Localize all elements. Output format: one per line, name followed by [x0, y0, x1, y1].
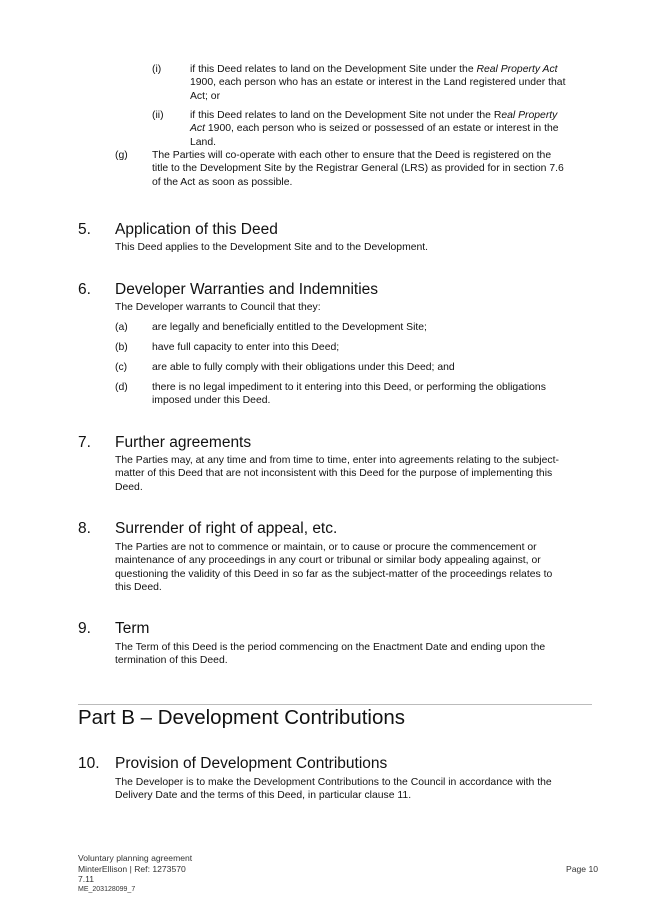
list-item-line: imposed under this Deed.	[152, 395, 271, 407]
text: Land.	[190, 136, 217, 148]
paragraph-line: of the Act as soon as possible.	[152, 176, 293, 188]
item-number: (i)	[152, 64, 162, 75]
paragraph-line: matter of this Deed that are not inconsistent with this Deed for the purpose of implementing this	[115, 468, 553, 480]
paragraph-line: This Deed applies to the Development Site and to the Development.	[115, 242, 429, 253]
section-heading: Surrender of right of appeal, etc.	[115, 520, 338, 537]
section-divider	[78, 704, 592, 705]
section-heading: Term	[115, 620, 150, 637]
text: 1900, each person who is seized or possessed of an estate or interest in the	[205, 123, 559, 135]
italic-text: Act	[190, 123, 206, 135]
paragraph-line: Deed.	[115, 481, 143, 493]
section-number: 5.	[78, 221, 91, 238]
text: if this Deed relates to land on the Development Site not under the R	[190, 110, 502, 121]
footer-doc-id: ME_203128099_7	[78, 886, 136, 893]
paragraph-line: termination of this Deed.	[115, 655, 228, 667]
paragraph-line: The Developer is to make the Development Contributions to the Council in accordance with the	[115, 777, 552, 788]
italic-text: Real Property Act	[476, 64, 558, 75]
list-item-line: are able to fully comply with their obligations under this Deed; and	[152, 362, 455, 373]
text: 1900, each person who has an estate or interest in the Land registered under that	[190, 77, 566, 89]
section-number: 9.	[78, 620, 91, 637]
section-number: 10.	[78, 755, 100, 772]
part-heading: Part B – Development Contributions	[78, 706, 406, 729]
section-heading: Developer Warranties and Indemnities	[115, 281, 379, 298]
text: if this Deed relates to land on the Development Site under the	[190, 64, 477, 75]
text: Act; or	[190, 90, 221, 102]
paragraph-line: The Parties will co-operate with each other to ensure that the Deed is registered on the	[152, 150, 552, 161]
paragraph-line: questioning the validity of this Deed in so far as the subject-matter of the proceedings relates to	[115, 568, 553, 580]
item-number: (ii)	[152, 110, 164, 121]
section-heading: Provision of Development Contributions	[115, 755, 388, 772]
item-number: (a)	[115, 322, 128, 333]
paragraph	[190, 109, 559, 149]
footer-title: Voluntary planning agreement	[78, 853, 193, 863]
section-number: 7.	[78, 434, 91, 451]
item-number: (d)	[115, 382, 128, 393]
footer-ref: MinterEllison | Ref: 1273570	[78, 864, 186, 874]
list-item-line: have full capacity to enter into this Deed;	[152, 342, 340, 353]
list-item-line: are legally and beneficially entitled to the Development Site;	[152, 322, 427, 333]
paragraph-line: The Term of this Deed is the period commencing on the Enactment Date and ending upon the	[115, 642, 546, 653]
item-number: (b)	[115, 342, 128, 353]
paragraph-line: The Developer warrants to Council that they:	[115, 302, 321, 313]
paragraph-line: The Parties are not to commence or maintain, or to cause or procure the commencement or	[115, 542, 537, 553]
section-number: 6.	[78, 281, 91, 298]
paragraph-line: maintenance of any proceedings in any court or tribunal or similar body appealing against, or	[115, 555, 541, 567]
page-number: Page 10	[566, 864, 599, 874]
list-item-line: there is no legal impediment to it entering into this Deed, or performing the obligations	[152, 382, 546, 393]
section-heading: Application of this Deed	[115, 221, 278, 238]
paragraph	[190, 63, 565, 103]
item-number: (g)	[115, 150, 128, 161]
paragraph-line: The Parties may, at any time and from time to time, enter into agreements relating to the subject-	[115, 455, 559, 466]
section-number: 8.	[78, 520, 91, 537]
paragraph-line: Delivery Date and the terms of this Deed, in particular clause 11.	[115, 790, 412, 802]
paragraph-line: this Deed.	[115, 582, 162, 594]
paragraph-line: title to the Development Site by the Registrar General (LRS) as provided for in section 7.6	[152, 163, 564, 175]
italic-text: eal Property	[501, 110, 558, 121]
footer-version: 7.11	[78, 874, 95, 884]
item-number: (c)	[115, 362, 128, 373]
section-heading: Further agreements	[115, 434, 252, 451]
